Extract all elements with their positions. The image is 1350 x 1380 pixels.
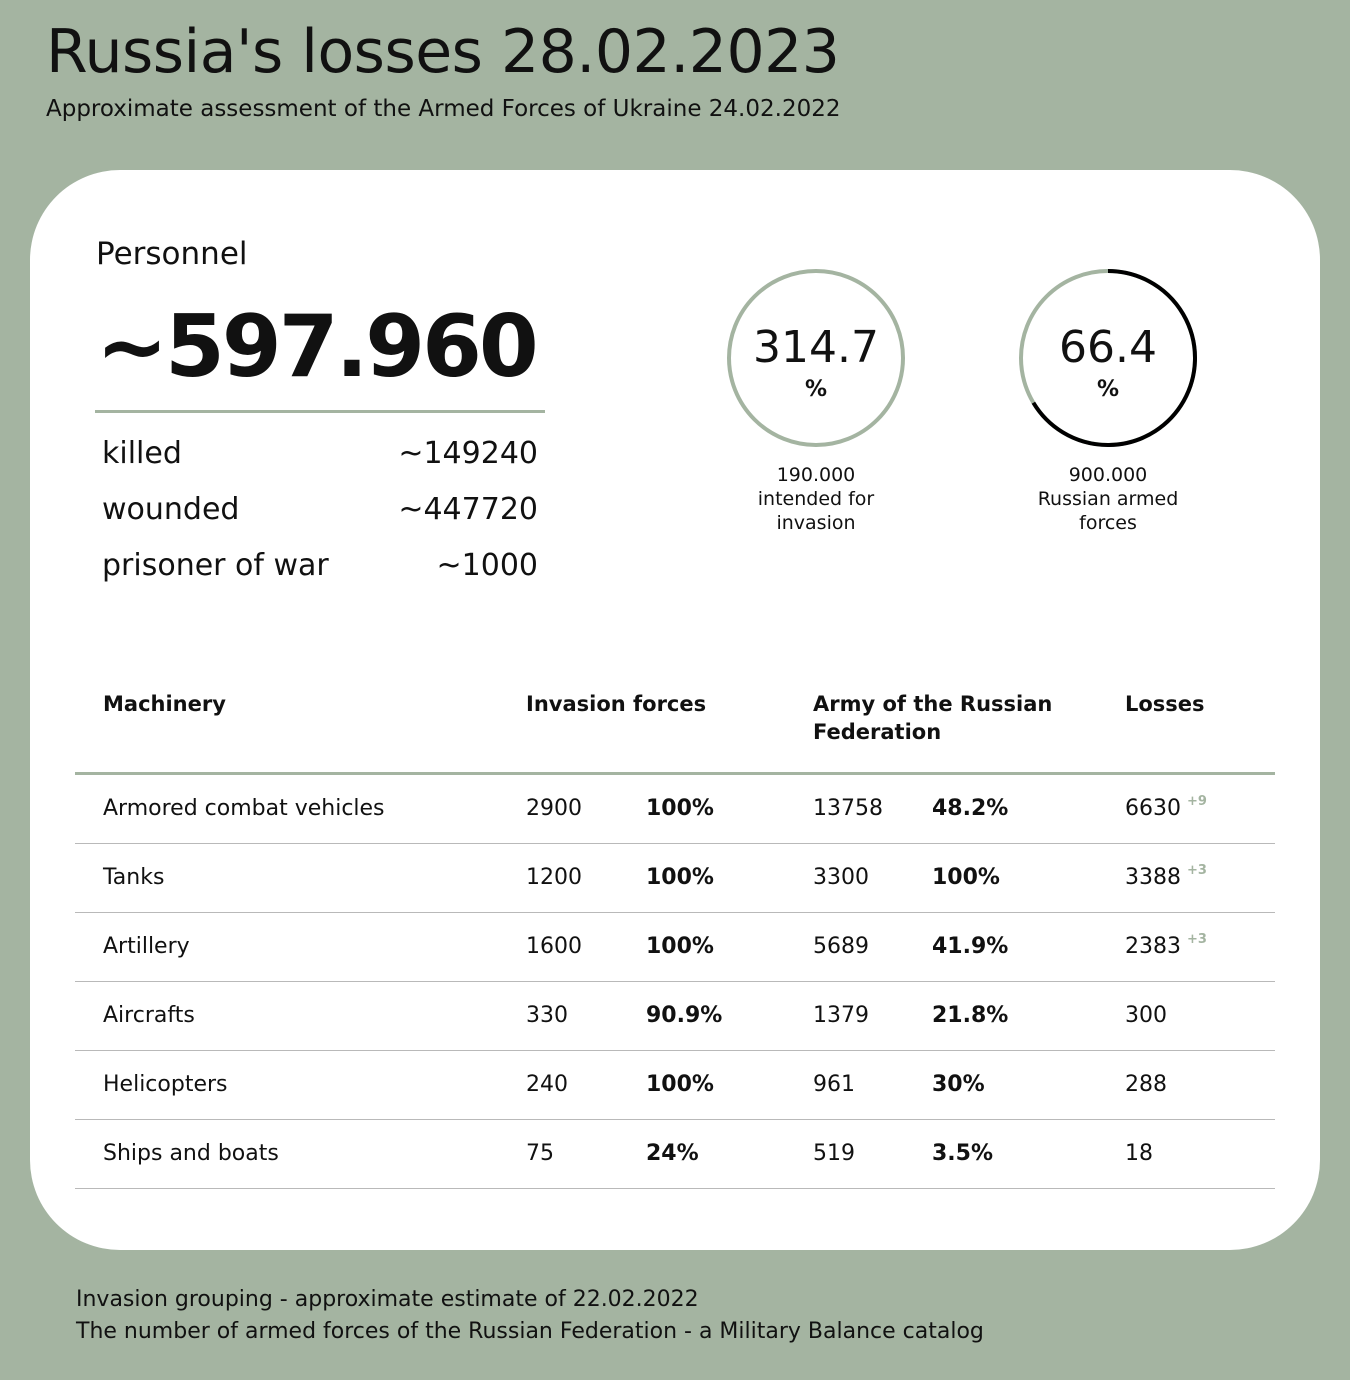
gauge-armed-forces <box>998 267 1218 535</box>
cell-army-count <box>813 775 883 843</box>
personnel-total: ~597.960 <box>96 297 536 397</box>
cell-army-percent <box>932 1051 985 1119</box>
footer-note: Invasion grouping - approximate estimate of 22.02.2022 <box>76 1287 699 1312</box>
cell-army-count <box>813 1120 855 1188</box>
cell-army-count-text: 13758 <box>813 796 883 821</box>
personnel-row-label: prisoner of war <box>102 547 329 583</box>
cell-army-count <box>813 982 869 1050</box>
cell-invasion-count <box>526 982 568 1050</box>
footer-notes <box>76 1284 984 1348</box>
personnel-divider <box>95 410 545 413</box>
personnel-row-label: killed <box>102 435 182 471</box>
cell-army-percent-text: 3.5% <box>932 1141 994 1166</box>
gauge-caption-text: forces <box>1079 512 1137 534</box>
gauge-caption <box>998 463 1218 535</box>
cell-losses <box>1125 775 1207 846</box>
cell-invasion-percent <box>646 1120 699 1188</box>
cell-army-percent-text: 100% <box>932 865 1000 890</box>
page-subtitle: Approximate assessment of the Armed Forces of Ukraine 24.02.2022 <box>46 96 841 122</box>
cell-losses <box>1125 982 1167 1050</box>
personnel-row-pow <box>102 545 538 585</box>
cell-invasion-percent <box>646 1051 714 1119</box>
column-header-army: Army of the Russian Federation <box>813 692 1053 744</box>
cell-invasion-count <box>526 1120 554 1188</box>
cell-machinery-text: Ships and boats <box>103 1141 279 1166</box>
cell-invasion-percent <box>646 844 714 912</box>
cell-machinery-text: Helicopters <box>103 1072 228 1097</box>
cell-invasion-count-text: 330 <box>526 1003 568 1028</box>
cell-invasion-count <box>526 1051 568 1119</box>
cell-losses <box>1125 1051 1167 1119</box>
cell-army-percent <box>932 844 1000 912</box>
table-row <box>75 982 1275 1051</box>
cell-army-percent <box>932 982 1008 1050</box>
cell-invasion-percent <box>646 775 714 843</box>
column-header-losses: Losses <box>1125 692 1205 716</box>
cell-losses-text: 2383 <box>1125 934 1181 959</box>
cell-army-count <box>813 844 869 912</box>
cell-invasion-count-text: 75 <box>526 1141 554 1166</box>
cell-invasion-percent-text: 100% <box>646 1072 714 1097</box>
cell-army-count-text: 1379 <box>813 1003 869 1028</box>
personnel-row-value: ~1000 <box>436 547 538 583</box>
cell-invasion-percent-text: 100% <box>646 865 714 890</box>
cell-machinery <box>103 775 385 843</box>
cell-losses-text: 288 <box>1125 1072 1167 1097</box>
personnel-row-label: wounded <box>102 491 240 527</box>
gauge-caption-number: 900.000 <box>1068 464 1148 486</box>
gauge-caption-number: 190.000 <box>776 464 856 486</box>
gauge-value: 66.4 <box>1059 322 1157 373</box>
cell-army-percent-text: 21.8% <box>932 1003 1009 1028</box>
cell-losses <box>1125 844 1207 915</box>
cell-losses <box>1125 913 1207 984</box>
gauge-value: 314.7 <box>753 322 879 373</box>
cell-machinery-text: Tanks <box>103 865 165 890</box>
cell-machinery <box>103 1120 279 1188</box>
cell-army-count-text: 5689 <box>813 934 869 959</box>
table-row <box>75 775 1275 844</box>
cell-losses-text: 3388 <box>1125 865 1181 890</box>
cell-invasion-count <box>526 913 582 981</box>
cell-army-percent-text: 30% <box>932 1072 985 1097</box>
table-row <box>75 913 1275 982</box>
page-title: Russia's losses 28.02.2023 <box>46 17 840 87</box>
table-body <box>75 775 1275 1189</box>
losses-delta-badge: +3 <box>1187 863 1207 878</box>
cell-army-count <box>813 913 869 981</box>
cell-army-count-text: 519 <box>813 1141 855 1166</box>
personnel-label: Personnel <box>96 236 248 272</box>
gauge-caption-text: intended for <box>757 488 875 510</box>
cell-invasion-percent <box>646 982 722 1050</box>
cell-losses <box>1125 1120 1153 1188</box>
cell-army-count-text: 961 <box>813 1072 855 1097</box>
cell-army-percent <box>932 913 1008 981</box>
cell-invasion-count-text: 2900 <box>526 796 582 821</box>
cell-losses-text: 300 <box>1125 1003 1167 1028</box>
gauge-caption <box>706 463 926 535</box>
personnel-row-killed <box>102 433 538 473</box>
cell-army-percent <box>932 775 1008 843</box>
personnel-row-wounded <box>102 489 538 529</box>
cell-army-percent-text: 41.9% <box>932 934 1009 959</box>
personnel-row-value: ~149240 <box>398 435 538 471</box>
gauge-caption-text: invasion <box>776 512 856 534</box>
gauge-unit: % <box>804 377 828 402</box>
cell-machinery <box>103 913 190 981</box>
footer-note: The number of armed forces of the Russian Federation - a Military Balance catalog <box>76 1319 984 1344</box>
losses-card <box>30 170 1320 1250</box>
cell-machinery <box>103 982 195 1050</box>
losses-delta-badge: +9 <box>1187 794 1207 809</box>
cell-invasion-percent-text: 100% <box>646 796 714 821</box>
cell-invasion-count <box>526 775 582 843</box>
table-row <box>75 1120 1275 1189</box>
cell-machinery-text: Artillery <box>103 934 190 959</box>
cell-invasion-count-text: 1600 <box>526 934 582 959</box>
cell-invasion-percent-text: 24% <box>646 1141 699 1166</box>
cell-machinery <box>103 1051 228 1119</box>
column-header-machinery: Machinery <box>103 692 226 716</box>
cell-army-percent <box>932 1120 993 1188</box>
cell-invasion-percent <box>646 913 714 981</box>
gauge-unit: % <box>1096 377 1120 402</box>
losses-delta-badge: +3 <box>1187 932 1207 947</box>
cell-invasion-percent-text: 100% <box>646 934 714 959</box>
personnel-row-value: ~447720 <box>398 491 538 527</box>
cell-invasion-count <box>526 844 582 912</box>
table-row <box>75 844 1275 913</box>
column-header-invasion: Invasion forces <box>526 692 707 716</box>
table-header <box>75 690 1275 775</box>
cell-machinery-text: Armored combat vehicles <box>103 796 385 821</box>
cell-invasion-percent-text: 90.9% <box>646 1003 723 1028</box>
cell-army-count-text: 3300 <box>813 865 869 890</box>
cell-losses-text: 6630 <box>1125 796 1181 821</box>
cell-invasion-count-text: 240 <box>526 1072 568 1097</box>
gauge-invasion <box>706 267 926 535</box>
machinery-table <box>75 690 1275 1189</box>
cell-machinery-text: Aircrafts <box>103 1003 195 1028</box>
cell-invasion-count-text: 1200 <box>526 865 582 890</box>
cell-losses-text: 18 <box>1125 1141 1153 1166</box>
cell-army-count <box>813 1051 855 1119</box>
gauge-caption-text: Russian armed <box>1037 488 1179 510</box>
table-row <box>75 1051 1275 1120</box>
cell-machinery <box>103 844 164 912</box>
cell-army-percent-text: 48.2% <box>932 796 1009 821</box>
